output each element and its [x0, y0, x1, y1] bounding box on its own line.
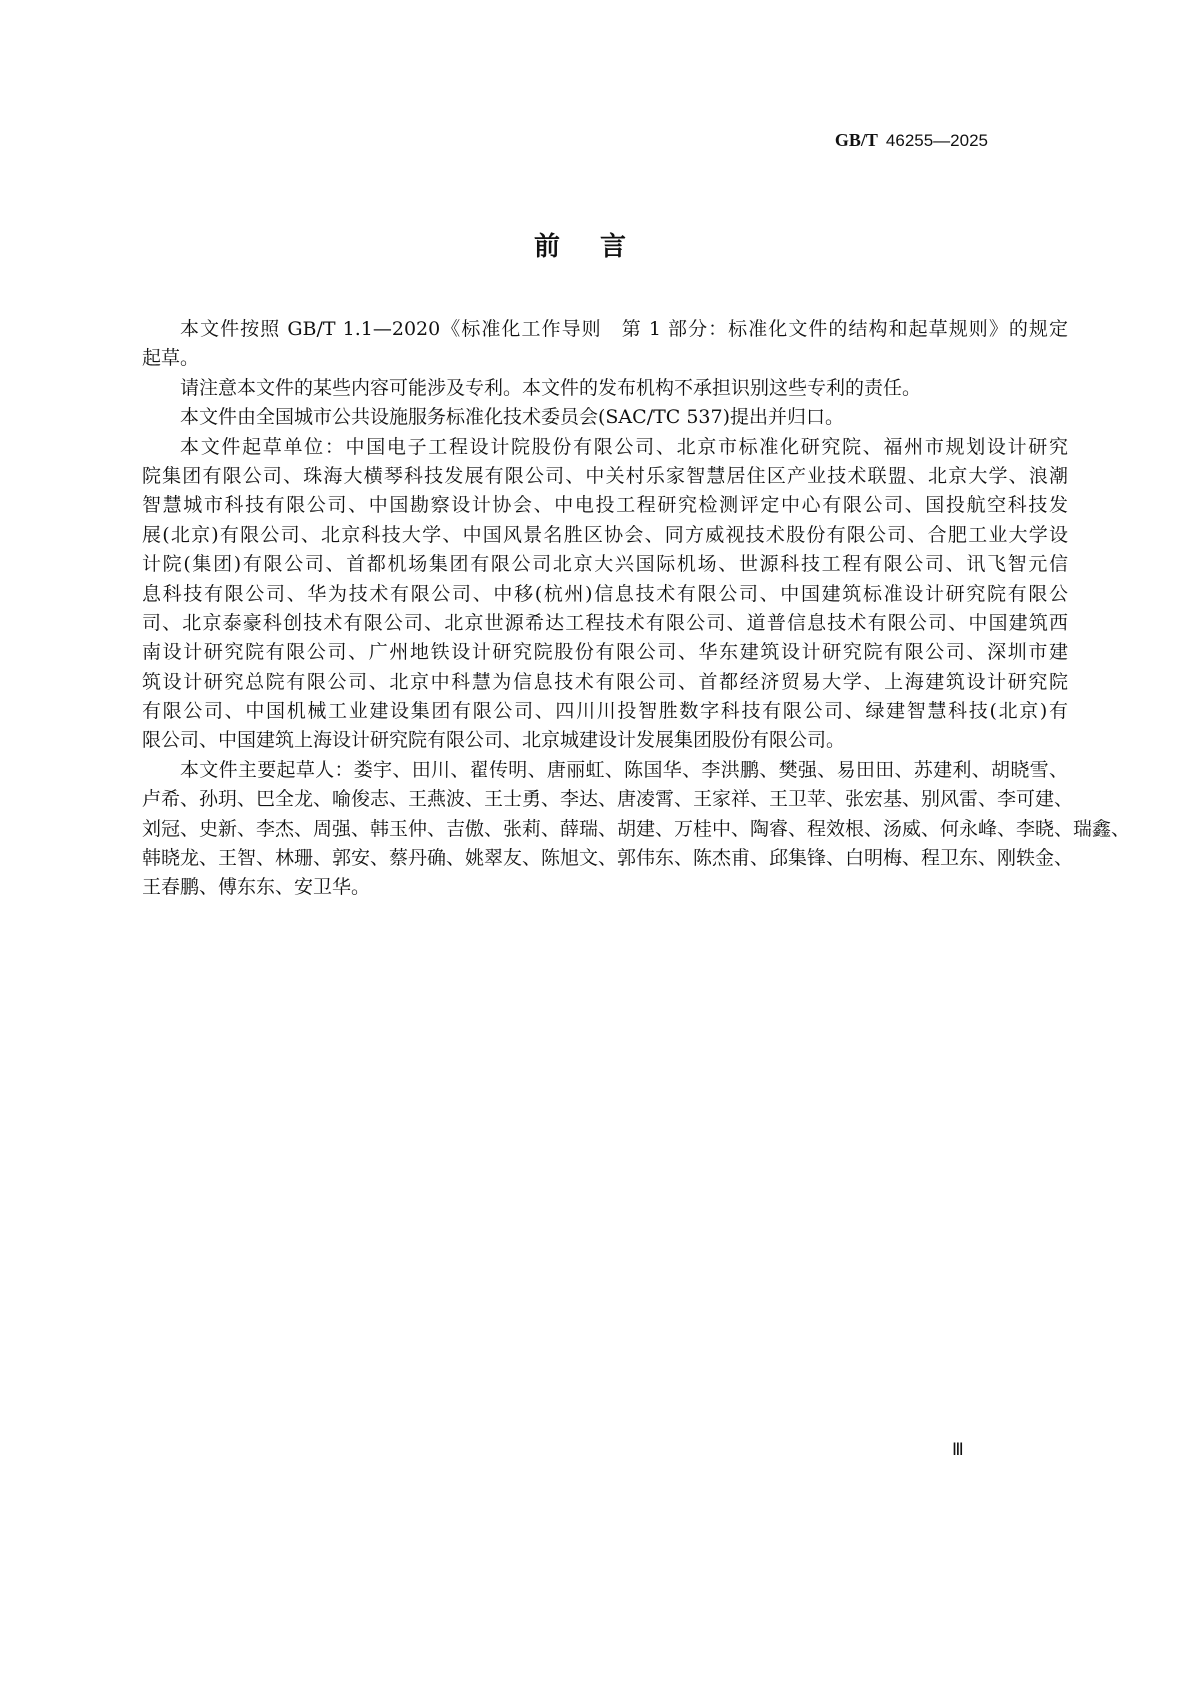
paragraph [142, 403, 1068, 432]
paragraph [142, 315, 1068, 374]
foreword-body [142, 315, 1131, 903]
paragraph-line: 司、北京泰豪科创技术有限公司、北京世源希达工程技术有限公司、道普信息技术有限公司、中国建筑西 [142, 611, 1068, 634]
paragraph-line: 本文件由全国城市公共设施服务标准化技术委员会(SAC/TC 537)提出并归口。 [180, 406, 845, 429]
paragraph-line: 智慧城市科技有限公司、中国勘察设计协会、中电投工程研究检测评定中心有限公司、国投航空科技发 [142, 494, 1068, 517]
standard-number-header [835, 130, 988, 151]
paragraph-line: 本文件按照 GB/T 1.1—2020《标准化工作导则 第 1 部分：标准化文件的结构和起草规则》的规定 [180, 318, 1068, 340]
paragraph-line: 王春鹏、傅东东、安卫华。 [142, 876, 371, 899]
paragraph-line: 南设计研究院有限公司、广州地铁设计研究院股份有限公司、华东建筑设计研究院有限公司、深圳市建 [142, 641, 1068, 664]
paragraph-line: 限公司、中国建筑上海设计研究院有限公司、北京城建设计发展集团股份有限公司。 [142, 729, 846, 752]
paragraph-line: 本文件起草单位：中国电子工程设计院股份有限公司、北京市标准化研究院、福州市规划设计研究 [180, 435, 1068, 458]
paragraph-line: 起草。 [142, 347, 200, 370]
page-number: Ⅲ [952, 1440, 964, 1459]
paragraph-line: 卢希、孙玥、巴全龙、喻俊志、王燕波、王士勇、李达、唐凌霄、王家祥、王卫苹、张宏基、别风雷、李可建、 [142, 788, 1074, 811]
paragraph-line: 请注意本文件的某些内容可能涉及专利。本文件的发布机构不承担识别这些专利的责任。 [180, 376, 922, 399]
paragraph [142, 433, 1068, 756]
paragraph-line: 展(北京)有限公司、北京科技大学、中国风景名胜区协会、同方威视技术股份有限公司、合肥工业大学设 [142, 523, 1068, 546]
paragraph-line: 息科技有限公司、华为技术有限公司、中移(杭州)信息技术有限公司、中国建筑标准设计研究院有限公 [142, 582, 1068, 605]
paragraph [142, 756, 1131, 903]
standard-number: 46255—2025 [885, 131, 988, 150]
paragraph-line: 刘冠、史新、李杰、周强、韩玉仲、吉傲、张莉、薛瑞、胡建、万桂中、陶睿、程效根、汤威、何永峰、李晓、瑞鑫、 [142, 817, 1131, 840]
page-title: 前言 [533, 232, 666, 262]
paragraph-line: 筑设计研究总院有限公司、北京中科慧为信息技术有限公司、首都经济贸易大学、上海建筑设计研究院 [142, 670, 1068, 693]
paragraph [142, 374, 1068, 403]
paragraph-line: 计院(集团)有限公司、首都机场集团有限公司北京大兴国际机场、世源科技工程有限公司、讯飞智元信 [142, 553, 1068, 576]
paragraph-line: 本文件主要起草人：娄宇、田川、翟传明、唐丽虹、陈国华、李洪鹏、樊强、易田田、苏建利、胡晓雪、 [180, 758, 1068, 781]
paragraph-line: 韩晓龙、王智、林珊、郭安、蔡丹确、姚翠友、陈旭文、郭伟东、陈杰甫、邱集锋、白明梅、程卫东、刚轶金、 [142, 847, 1074, 870]
paragraph-line: 院集团有限公司、珠海大横琴科技发展有限公司、中关村乐家智慧居住区产业技术联盟、北京大学、浪潮 [142, 464, 1068, 487]
paragraph-line: 有限公司、中国机械工业建设集团有限公司、四川川投智胜数字科技有限公司、绿建智慧科技(北京)有 [142, 700, 1068, 723]
standard-prefix: GB/T [834, 130, 878, 150]
